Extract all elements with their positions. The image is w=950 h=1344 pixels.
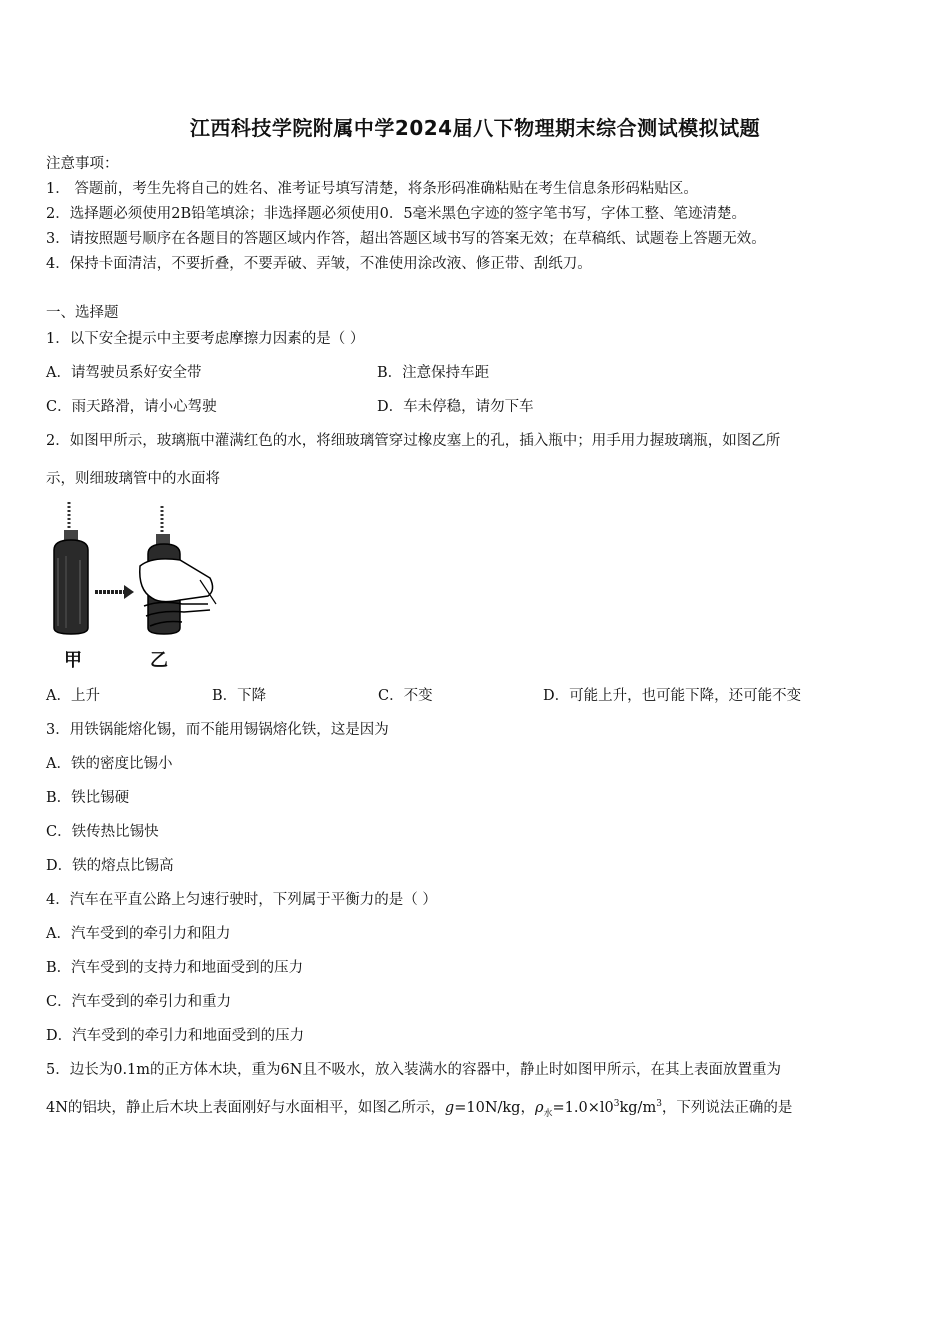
figure-label-jia: 甲	[64, 650, 82, 671]
q1-option-a: A．请驾驶员系好安全带	[46, 365, 202, 381]
q2-bottle-figure	[40, 500, 230, 670]
q2-option-a: A．上升	[46, 688, 100, 704]
section-heading: 一、选择题	[46, 305, 119, 321]
q5-stem-line2	[46, 1096, 792, 1119]
q2-option-d: D．可能上升，也可能下降，还可能不变	[543, 688, 802, 704]
q3-option-d: D．铁的熔点比锡高	[46, 858, 174, 874]
q4-option-c: C．汽车受到的牵引力和重力	[46, 994, 232, 1010]
q2-stem-line2: 示，则细玻璃管中的水面将	[46, 471, 220, 487]
notice-heading: 注意事项：	[46, 156, 119, 172]
q2-option-c: C．不变	[378, 688, 433, 704]
q4-option-d: D．汽车受到的牵引力和地面受到的压力	[46, 1028, 305, 1044]
rho-unit: kg/m	[619, 1100, 657, 1116]
q1-option-c: C．雨天路滑，请小心驾驶	[46, 399, 217, 415]
bottle-jia-drawing	[54, 502, 88, 634]
notice-item: 1． 答题前，考生先将自己的姓名、准考证号填写清楚，将条形码准确粘贴在考生信息条形码粘贴区。	[46, 181, 698, 197]
q4-option-b: B．汽车受到的支持力和地面受到的压力	[46, 960, 304, 976]
q1-stem: 1．以下安全提示中主要考虑摩擦力因素的是（ ）	[46, 331, 365, 347]
rho-exponent: 3	[613, 1099, 620, 1110]
q4-stem: 4．汽车在平直公路上匀速行驶时，下列属于平衡力的是（ ）	[46, 892, 437, 908]
right-arrow-icon	[95, 585, 134, 599]
rho-symbol: ρ	[534, 1100, 544, 1116]
q1-option-d: D．车未停稳，请勿下车	[377, 399, 534, 415]
q1-option-b: B．注意保持车距	[377, 365, 490, 381]
q2-stem-line1: 2．如图甲所示，玻璃瓶中灌满红色的水，将细玻璃管穿过橡皮塞上的孔，插入瓶中；用手用力握玻璃瓶，如图乙所	[46, 433, 781, 449]
q3-stem: 3．用铁锅能熔化锡，而不能用锡锅熔化铁，这是因为	[46, 722, 389, 738]
q3-option-c: C．铁传热比锡快	[46, 824, 159, 840]
rho-value: =1.0×l0	[552, 1100, 614, 1116]
g-symbol: g	[444, 1100, 455, 1116]
bottle-yi-drawing	[140, 506, 216, 634]
figure-label-yi: 乙	[150, 650, 168, 671]
q5-text: 4N的铝块，静止后木块上表面刚好与水面相平，如图乙所示，	[46, 1100, 445, 1116]
q3-option-a: A．铁的密度比锡小	[46, 756, 173, 772]
g-value: =10N/kg，	[454, 1100, 535, 1116]
q3-option-b: B．铁比锡硬	[46, 790, 130, 806]
q2-option-b: B．下降	[212, 688, 267, 704]
notice-item: 4．保持卡面清洁，不要折叠，不要弄破、弄皱，不准使用涂改液、修正带、刮纸刀。	[46, 256, 592, 272]
notice-item: 3．请按照题号顺序在各题目的答题区域内作答，超出答题区域书写的答案无效；在草稿纸、试题卷上答题无效。	[46, 231, 766, 247]
q5-text-end: ，下列说法正确的是	[661, 1100, 793, 1116]
notice-item: 2．选择题必须使用2B铅笔填涂；非选择题必须使用0．5毫米黑色字迹的签字笔书写，字体工整、笔迹清楚。	[46, 206, 747, 222]
rho-subscript: 水	[543, 1108, 553, 1119]
q4-option-a: A．汽车受到的牵引力和阻力	[46, 926, 231, 942]
q5-stem-line1: 5．边长为0.1m的正方体木块，重为6N且不吸水，放入装满水的容器中，静止时如图甲所示，在其上表面放置重为	[46, 1062, 781, 1078]
page-title: 江西科技学院附属中学2024届八下物理期末综合测试模拟试题	[189, 116, 761, 140]
rho-unit-exponent: 3	[656, 1099, 662, 1110]
